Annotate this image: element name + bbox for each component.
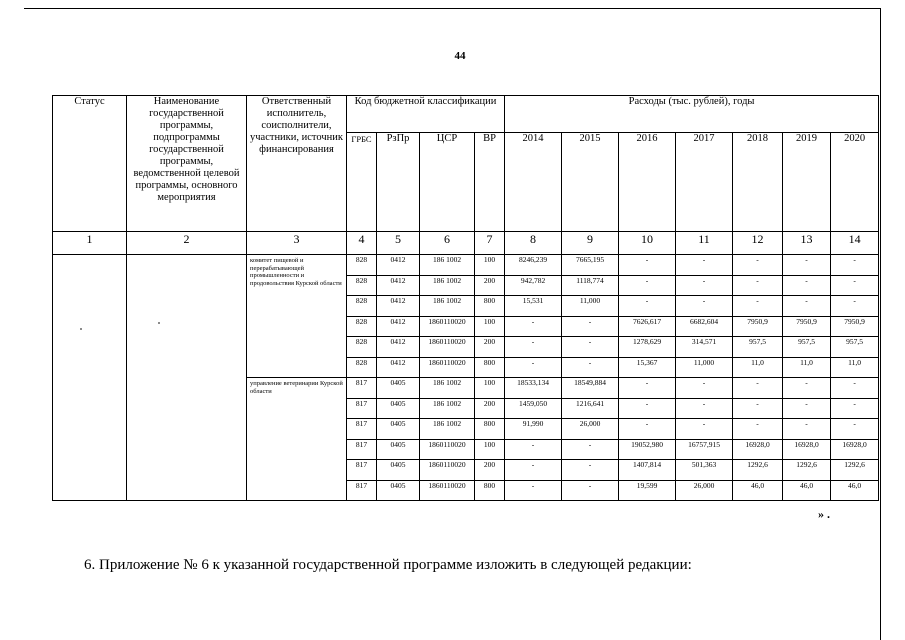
table-cell: -	[733, 275, 783, 296]
table-cell: 800	[475, 296, 505, 317]
table-cell: 7626,617	[619, 316, 676, 337]
col-number: 3	[247, 232, 347, 255]
table-cell: 1292,6	[783, 460, 831, 481]
table-cell: 200	[475, 398, 505, 419]
col-number: 13	[783, 232, 831, 255]
table-cell: 1292,6	[831, 460, 879, 481]
table-cell: -	[831, 378, 879, 399]
table-cell: 186 1002	[420, 398, 475, 419]
column-numbers-row	[53, 232, 879, 255]
table-cell: 7665,195	[562, 255, 619, 276]
table-cell: 100	[475, 378, 505, 399]
table-cell: 18549,884	[562, 378, 619, 399]
table-cell: 46,0	[831, 480, 879, 501]
table-cell: 16928,0	[831, 439, 879, 460]
table-cell: 186 1002	[420, 296, 475, 317]
table-cell: 6682,604	[676, 316, 733, 337]
table-cell: 0412	[377, 357, 420, 378]
table-cell: 186 1002	[420, 275, 475, 296]
table-cell: -	[733, 255, 783, 276]
table-cell: -	[676, 255, 733, 276]
table-cell: 314,571	[676, 337, 733, 358]
col-number: 5	[377, 232, 420, 255]
table-cell: 200	[475, 337, 505, 358]
table-cell: 1860110020	[420, 480, 475, 501]
col-number: 12	[733, 232, 783, 255]
table-cell: -	[619, 275, 676, 296]
table-cell: 817	[347, 439, 377, 460]
table-cell: 828	[347, 296, 377, 317]
table-cell: 8246,239	[505, 255, 562, 276]
instruction-text: 6. Приложение № 6 к указанной государственной программе изложить в следующей редакции:	[84, 557, 692, 573]
table-cell: 1216,641	[562, 398, 619, 419]
col-number: 10	[619, 232, 676, 255]
table-cell: 200	[475, 275, 505, 296]
table-cell: 957,5	[783, 337, 831, 358]
col-number: 1	[53, 232, 127, 255]
table-cell: 0412	[377, 296, 420, 317]
header-executor: Ответственный исполнитель, соисполнители, участники, источник финансирования	[247, 96, 347, 232]
table-cell: -	[676, 419, 733, 440]
table-body	[53, 232, 879, 501]
table-cell: -	[505, 460, 562, 481]
table-cell: -	[505, 316, 562, 337]
table-cell: 828	[347, 357, 377, 378]
table-cell: 817	[347, 398, 377, 419]
table-cell: 15,367	[619, 357, 676, 378]
name-cell	[127, 255, 247, 501]
table-cell: 1860110020	[420, 460, 475, 481]
col-number: 4	[347, 232, 377, 255]
scan-speck	[80, 328, 82, 330]
col-number: 8	[505, 232, 562, 255]
table-cell: 11,0	[783, 357, 831, 378]
table-cell: 26,000	[676, 480, 733, 501]
table-cell: -	[733, 398, 783, 419]
table-cell: 1292,6	[733, 460, 783, 481]
header-year-2019: 2019	[783, 133, 831, 232]
table-cell: -	[831, 398, 879, 419]
table-cell: 16928,0	[783, 439, 831, 460]
header-name: Наименование государственной программы, подпрограммы государственной программы, ведомственной целевой программы, основного мероприятия	[127, 96, 247, 232]
table-cell: 91,990	[505, 419, 562, 440]
table-cell: 828	[347, 316, 377, 337]
table-cell: -	[783, 255, 831, 276]
table-cell: 46,0	[733, 480, 783, 501]
table-cell: 1278,629	[619, 337, 676, 358]
header-vr: ВР	[475, 133, 505, 232]
table-cell: 828	[347, 337, 377, 358]
table-cell: -	[619, 296, 676, 317]
table-cell: 0405	[377, 480, 420, 501]
table-cell: -	[783, 419, 831, 440]
table-cell: 7950,9	[783, 316, 831, 337]
table-cell: 46,0	[783, 480, 831, 501]
table-cell: 957,5	[733, 337, 783, 358]
table-cell: 19052,980	[619, 439, 676, 460]
col-number: 6	[420, 232, 475, 255]
table-cell: -	[619, 419, 676, 440]
col-number: 9	[562, 232, 619, 255]
table-cell: 200	[475, 460, 505, 481]
table-cell: 18533,134	[505, 378, 562, 399]
executor-cell: управление ветеринарии Курской области	[247, 378, 347, 501]
page-frame-right	[880, 8, 881, 640]
col-number: 11	[676, 232, 733, 255]
table-cell: -	[562, 357, 619, 378]
header-year-2016: 2016	[619, 133, 676, 232]
table-cell: 0405	[377, 460, 420, 481]
table-cell: 100	[475, 255, 505, 276]
header-rzpr: РзПр	[377, 133, 420, 232]
table-cell: 100	[475, 439, 505, 460]
table-cell: 1118,774	[562, 275, 619, 296]
table-cell: -	[505, 439, 562, 460]
table-cell: -	[831, 296, 879, 317]
table-cell: 11,000	[562, 296, 619, 317]
table-cell: 186 1002	[420, 255, 475, 276]
table-cell: 800	[475, 357, 505, 378]
table-cell: 0405	[377, 419, 420, 440]
table-cell: -	[831, 255, 879, 276]
table-cell: -	[733, 296, 783, 317]
table-cell: 501,363	[676, 460, 733, 481]
table-cell: -	[676, 398, 733, 419]
table-cell: 0412	[377, 255, 420, 276]
executor-cell: комитет пищевой и перерабатывающей промышленности и продовольствия Курской области	[247, 255, 347, 378]
page-frame-top	[24, 8, 880, 9]
table-cell: 817	[347, 419, 377, 440]
table-cell: 7950,9	[733, 316, 783, 337]
header-status: Статус	[53, 96, 127, 232]
table-cell: 957,5	[831, 337, 879, 358]
table-cell: 11,000	[676, 357, 733, 378]
table-cell: -	[831, 419, 879, 440]
table-cell: 800	[475, 480, 505, 501]
table-cell: 186 1002	[420, 378, 475, 399]
header-year-2018: 2018	[733, 133, 783, 232]
table-cell: 0405	[377, 398, 420, 419]
table-cell: 0412	[377, 316, 420, 337]
table-cell: -	[562, 439, 619, 460]
table-cell: -	[505, 480, 562, 501]
table-cell: -	[783, 378, 831, 399]
table-cell: 0405	[377, 378, 420, 399]
table-cell: -	[562, 480, 619, 501]
table-cell: 7950,9	[831, 316, 879, 337]
header-year-2014: 2014	[505, 133, 562, 232]
table-cell: 1860110020	[420, 439, 475, 460]
budget-table	[52, 95, 879, 501]
table-cell: 1407,814	[619, 460, 676, 481]
table-cell: -	[562, 316, 619, 337]
table-cell: 15,531	[505, 296, 562, 317]
table-cell: 16928,0	[733, 439, 783, 460]
table-cell: 186 1002	[420, 419, 475, 440]
scan-speck	[158, 322, 160, 324]
table-cell: 0405	[377, 439, 420, 460]
header-csr: ЦСР	[420, 133, 475, 232]
table-cell: -	[783, 398, 831, 419]
table-cell: 0412	[377, 275, 420, 296]
table-cell: -	[676, 378, 733, 399]
table-cell: 26,000	[562, 419, 619, 440]
table-cell: -	[562, 460, 619, 481]
table-cell: 1860110020	[420, 357, 475, 378]
header-year-2020: 2020	[831, 133, 879, 232]
table-cell: 1459,050	[505, 398, 562, 419]
table-cell: -	[562, 337, 619, 358]
table-cell: -	[619, 255, 676, 276]
col-number: 7	[475, 232, 505, 255]
table-cell: 1860110020	[420, 316, 475, 337]
header-grbs: ГРБС	[347, 133, 377, 232]
table-cell: -	[733, 378, 783, 399]
table-cell: 1860110020	[420, 337, 475, 358]
table-cell: 817	[347, 460, 377, 481]
table-cell: -	[676, 275, 733, 296]
table-cell: 817	[347, 480, 377, 501]
header-expenses: Расходы (тыс. рублей), годы	[505, 96, 879, 133]
table-cell: 0412	[377, 337, 420, 358]
table-cell: -	[783, 296, 831, 317]
table-cell: 11,0	[831, 357, 879, 378]
table-cell: 800	[475, 419, 505, 440]
table-cell: -	[831, 275, 879, 296]
table-cell: 817	[347, 378, 377, 399]
col-number: 14	[831, 232, 879, 255]
table-cell: 11,0	[733, 357, 783, 378]
col-number: 2	[127, 232, 247, 255]
table-cell: -	[783, 275, 831, 296]
table-cell: 942,782	[505, 275, 562, 296]
page-number: 44	[454, 50, 466, 62]
table-cell: -	[676, 296, 733, 317]
table-cell: 16757,915	[676, 439, 733, 460]
table-row	[53, 255, 879, 276]
closing-quote: » .	[818, 507, 830, 521]
table-cell: 19,599	[619, 480, 676, 501]
header-year-2015: 2015	[562, 133, 619, 232]
table-cell: -	[505, 337, 562, 358]
table-cell: 100	[475, 316, 505, 337]
table-cell: -	[619, 398, 676, 419]
table-cell: -	[733, 419, 783, 440]
status-cell	[53, 255, 127, 501]
table-cell: 828	[347, 275, 377, 296]
header-year-2017: 2017	[676, 133, 733, 232]
table-cell: 828	[347, 255, 377, 276]
table-cell: -	[505, 357, 562, 378]
table-cell: -	[619, 378, 676, 399]
header-budget-code: Код бюджетной классификации	[347, 96, 505, 133]
